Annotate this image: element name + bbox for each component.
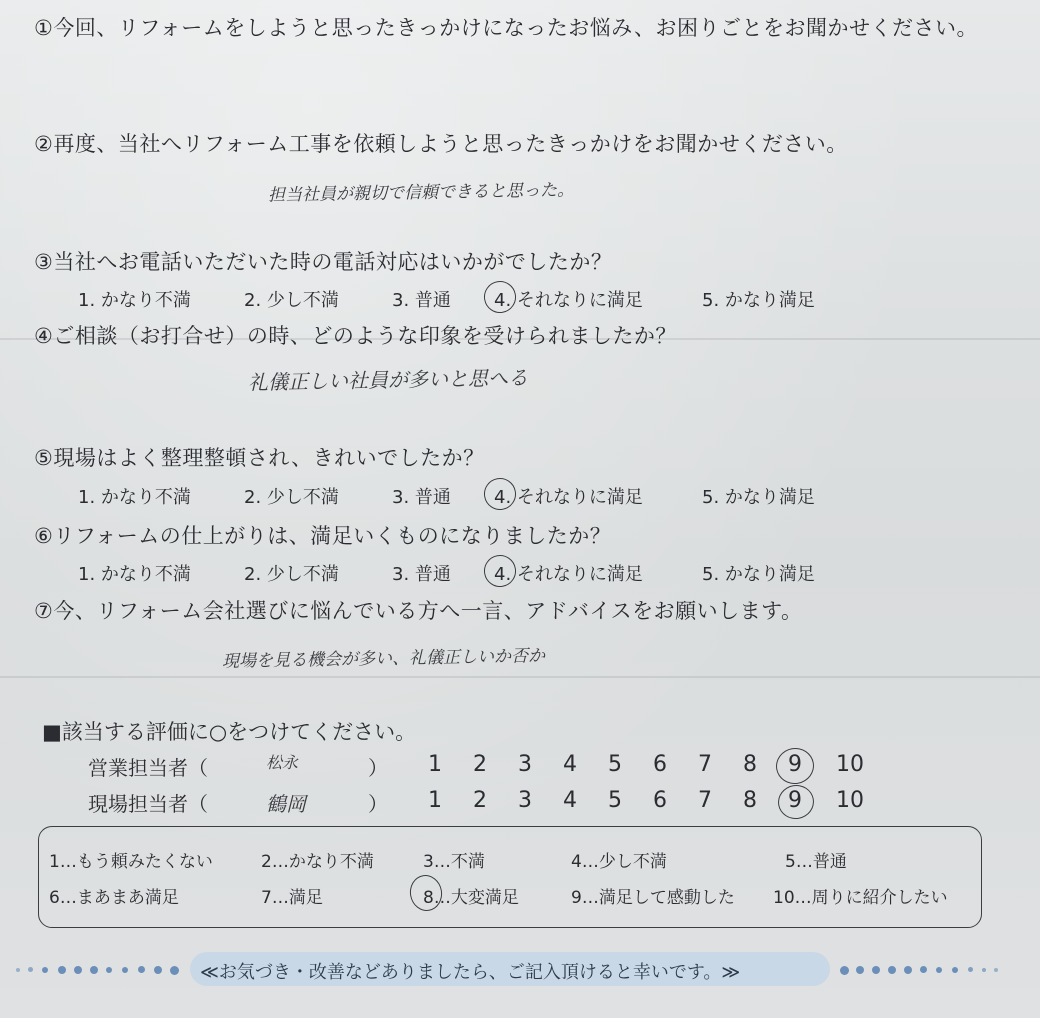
paren-close: ） bbox=[368, 756, 388, 780]
option-3[interactable]: 3. 普通 bbox=[392, 487, 451, 508]
site-rep-label: 現場担当者（ bbox=[88, 792, 208, 816]
legend-10: 10…周りに紹介したい bbox=[773, 888, 948, 908]
score-10[interactable]: 10 bbox=[836, 752, 864, 777]
option-2[interactable]: 2. 少し不満 bbox=[244, 290, 339, 311]
footer-dots-left bbox=[16, 966, 186, 974]
option-2[interactable]: 2. 少し不満 bbox=[244, 487, 339, 508]
option-4[interactable]: 4. それなりに満足 bbox=[494, 487, 643, 508]
paren-close: ） bbox=[368, 792, 388, 816]
legend-2: 2…かなり不満 bbox=[261, 852, 374, 872]
legend-1: 1…もう頼みたくない bbox=[49, 852, 213, 872]
legend-7: 7…満足 bbox=[261, 888, 323, 908]
rating-section-title: ■該当する評価に○をつけてください。 bbox=[42, 720, 417, 744]
score-4[interactable]: 4 bbox=[563, 752, 577, 777]
footer-text: ≪お気づき・改善などありましたら、ご記入頂けると幸いです。≫ bbox=[200, 962, 741, 983]
score-9[interactable]: 9 bbox=[788, 752, 802, 777]
option-4[interactable]: 4. それなりに満足 bbox=[494, 564, 643, 585]
answer-2-handwriting: 担当社員が親切で信頼できると思った。 bbox=[267, 180, 575, 206]
score-6[interactable]: 6 bbox=[653, 788, 667, 813]
score-9[interactable]: 9 bbox=[788, 788, 802, 813]
option-5[interactable]: 5. かなり満足 bbox=[702, 290, 815, 311]
question-1: ①今回、リフォームをしようと思ったきっかけになったお悩み、お困りごとをお聞かせください。 bbox=[34, 16, 979, 40]
legend-8: 8…大変満足 bbox=[423, 888, 519, 908]
footer-dots-right bbox=[840, 966, 1010, 974]
score-3[interactable]: 3 bbox=[518, 752, 532, 777]
question-7: ⑦今、リフォーム会社選びに悩んでいる方へ一言、アドバイスをお願いします。 bbox=[34, 599, 803, 623]
answer-7-handwriting: 現場を見る機会が多い、礼儀正しいか否か bbox=[221, 646, 546, 672]
site-rep-name-handwriting: 鶴岡 bbox=[266, 792, 306, 816]
score-1[interactable]: 1 bbox=[428, 752, 442, 777]
option-3[interactable]: 3. 普通 bbox=[392, 564, 451, 585]
sales-rep-name-handwriting: 松永 bbox=[266, 753, 299, 772]
option-3[interactable]: 3. 普通 bbox=[392, 290, 451, 311]
score-7[interactable]: 7 bbox=[698, 788, 712, 813]
option-5[interactable]: 5. かなり満足 bbox=[702, 487, 815, 508]
score-8[interactable]: 8 bbox=[743, 788, 757, 813]
legend-6: 6…まあまあ満足 bbox=[49, 888, 179, 908]
question-5: ⑤現場はよく整理整頓され、きれいでしたか？ bbox=[34, 446, 485, 470]
question-3: ③当社へお電話いただいた時の電話対応はいかがでしたか？ bbox=[34, 250, 613, 274]
question-2: ②再度、当社へリフォーム工事を依頼しようと思ったきっかけをお聞かせください。 bbox=[34, 132, 848, 156]
option-1[interactable]: 1. かなり不満 bbox=[78, 487, 191, 508]
score-7[interactable]: 7 bbox=[698, 752, 712, 777]
option-5[interactable]: 5. かなり満足 bbox=[702, 564, 815, 585]
option-1[interactable]: 1. かなり不満 bbox=[78, 564, 191, 585]
rating-legend-box bbox=[38, 826, 982, 928]
legend-3: 3…不満 bbox=[423, 852, 485, 872]
score-10[interactable]: 10 bbox=[836, 788, 864, 813]
score-8[interactable]: 8 bbox=[743, 752, 757, 777]
score-1[interactable]: 1 bbox=[428, 788, 442, 813]
score-5[interactable]: 5 bbox=[608, 788, 622, 813]
score-2[interactable]: 2 bbox=[473, 788, 487, 813]
score-6[interactable]: 6 bbox=[653, 752, 667, 777]
option-1[interactable]: 1. かなり不満 bbox=[78, 290, 191, 311]
score-4[interactable]: 4 bbox=[563, 788, 577, 813]
option-4[interactable]: 4. それなりに満足 bbox=[494, 290, 643, 311]
score-5[interactable]: 5 bbox=[608, 752, 622, 777]
paper-fold-line bbox=[0, 676, 1040, 678]
legend-9: 9…満足して感動した bbox=[571, 888, 735, 908]
legend-4: 4…少し不満 bbox=[571, 852, 667, 872]
score-3[interactable]: 3 bbox=[518, 788, 532, 813]
score-2[interactable]: 2 bbox=[473, 752, 487, 777]
option-2[interactable]: 2. 少し不満 bbox=[244, 564, 339, 585]
legend-5: 5…普通 bbox=[785, 852, 847, 872]
question-6: ⑥リフォームの仕上がりは、満足いくものになりましたか？ bbox=[34, 524, 612, 548]
sales-rep-label: 営業担当者（ bbox=[88, 756, 208, 780]
answer-4-handwriting: 礼儀正しい社員が多いと思へる bbox=[247, 365, 529, 395]
question-4: ④ご相談（お打合せ）の時、どのような印象を受けられましたか？ bbox=[34, 324, 677, 348]
